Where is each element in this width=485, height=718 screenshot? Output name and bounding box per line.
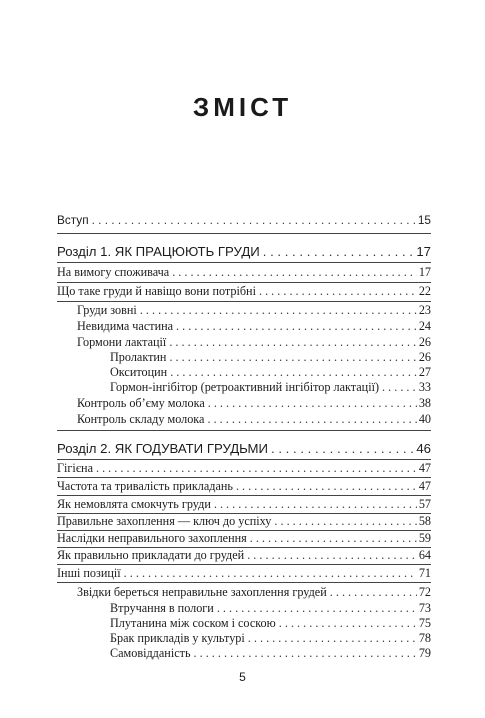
toc-entry-label: Гормон-інгібітор (ретроактивний інгібітор лактації)	[110, 380, 380, 394]
dot-leader	[92, 213, 416, 228]
toc-entry[interactable]	[77, 396, 431, 411]
toc-page-number: 79	[418, 646, 431, 660]
toc-entry[interactable]	[57, 265, 431, 280]
dot-leader	[236, 479, 417, 494]
toc-entry-label: Як немовлята смокчуть груди	[57, 497, 211, 511]
dot-leader	[96, 461, 417, 476]
toc-entry-label: Контроль складу молока	[77, 412, 205, 426]
toc-entry-label: Як правильно прикладати до грудей	[57, 548, 245, 562]
toc-entry[interactable]	[57, 497, 431, 512]
toc-entry[interactable]	[110, 380, 431, 395]
dot-leader	[247, 548, 417, 563]
toc-entry-label: Контроль об’єму молока	[77, 396, 205, 410]
toc-entry[interactable]	[110, 365, 431, 380]
toc-page-number: 71	[418, 566, 431, 580]
toc-entry-label: Що таке груди й навіщо вони потрібні	[57, 284, 256, 298]
toc-entry[interactable]	[57, 548, 431, 563]
toc-page-number: 57	[418, 497, 431, 511]
toc-entry-label: Вступ	[57, 213, 89, 227]
toc-entry-label: Пролактин	[110, 350, 167, 364]
toc-entry-label: На вимогу споживача	[57, 265, 170, 279]
toc-page-number: 47	[418, 461, 431, 475]
toc-page-number: 26	[418, 350, 431, 364]
dot-leader	[176, 319, 417, 334]
toc-page-number: 58	[418, 514, 431, 528]
dot-leader	[169, 335, 417, 350]
dot-leader	[263, 243, 415, 260]
toc-entry[interactable]	[77, 412, 431, 427]
dot-leader	[382, 380, 417, 395]
toc-entry[interactable]	[110, 616, 431, 631]
toc-entry-label: Правильне захоплення — ключ до успіху	[57, 514, 272, 528]
dot-leader	[124, 566, 417, 581]
dot-leader	[170, 365, 417, 380]
toc-page-number: 75	[418, 616, 431, 630]
toc-page-number: 33	[418, 380, 431, 394]
toc-entry-label: Частота та тривалість прикладань	[57, 479, 233, 493]
dot-leader	[330, 585, 417, 600]
divider	[57, 459, 431, 460]
toc-page-number: 22	[418, 284, 431, 298]
toc-page-number: 38	[418, 396, 431, 410]
toc-page-number: 73	[418, 601, 431, 615]
dot-leader	[217, 601, 417, 616]
toc-entry[interactable]	[57, 284, 431, 299]
toc-entry-label: Окситоцин	[110, 365, 168, 379]
toc-entry-label: Самовідданість	[110, 646, 191, 660]
toc-chapter-1[interactable]	[57, 243, 431, 260]
toc-entry[interactable]	[57, 479, 431, 494]
toc-entry[interactable]	[110, 601, 431, 616]
dot-leader	[279, 616, 417, 631]
dot-leader	[140, 303, 417, 318]
toc-page-number: 27	[418, 365, 431, 379]
toc-entry[interactable]	[57, 531, 431, 546]
toc-entry-label: Звідки береться неправильне захоплення грудей	[77, 585, 327, 599]
toc-entry[interactable]	[77, 335, 431, 350]
toc-chapter-2[interactable]	[57, 440, 431, 457]
toc-entry[interactable]	[57, 461, 431, 476]
toc-page-number: 40	[418, 412, 431, 426]
toc-page-number: 64	[418, 548, 431, 562]
divider	[57, 564, 431, 565]
toc-page-number: 47	[418, 479, 431, 493]
dot-leader	[169, 350, 416, 365]
divider	[57, 495, 431, 496]
dot-leader	[214, 497, 417, 512]
toc-entry[interactable]	[57, 566, 431, 581]
toc-entry-label: Груди зовні	[77, 303, 137, 317]
dot-leader	[250, 531, 417, 546]
toc-entry[interactable]	[77, 585, 431, 600]
toc-entry-label: Втручання в пологи	[110, 601, 214, 615]
dot-leader	[207, 412, 416, 427]
toc-page-number: 24	[418, 319, 431, 333]
toc-page-number: 59	[418, 531, 431, 545]
dot-leader	[208, 396, 417, 411]
toc-entry[interactable]	[57, 514, 431, 529]
toc-entry-intro[interactable]	[57, 213, 431, 228]
toc-entry-label: Брак прикладів у культурі	[110, 631, 245, 645]
toc-page-number: 26	[418, 335, 431, 349]
divider	[57, 262, 431, 263]
toc-page-number: 17	[416, 244, 431, 259]
dot-leader	[271, 440, 414, 457]
toc-entry[interactable]	[77, 319, 431, 334]
dot-leader	[259, 284, 417, 299]
toc-entry-label: Плутанина між соском і соскою	[110, 616, 276, 630]
toc-entry-label: Наслідки неправильного захоплення	[57, 531, 247, 545]
divider	[57, 233, 431, 234]
page-title: ЗМІСТ	[192, 92, 293, 122]
divider	[57, 301, 431, 302]
toc-entry[interactable]	[110, 631, 431, 646]
divider	[57, 582, 431, 583]
page-number: 5	[239, 670, 246, 684]
divider	[57, 477, 431, 478]
dot-leader	[194, 646, 417, 661]
toc-page-number: 78	[418, 631, 431, 645]
toc-entry[interactable]	[110, 646, 431, 661]
toc-entry-label: Гігієна	[57, 461, 93, 475]
dot-leader	[274, 514, 416, 529]
dot-leader	[172, 265, 417, 280]
toc-page-number: 72	[418, 585, 431, 599]
toc-entry-label: Інші позиції	[57, 566, 121, 580]
toc-entry[interactable]	[110, 350, 431, 365]
dot-leader	[248, 631, 417, 646]
toc-entry-label: Гормони лактації	[77, 335, 167, 349]
toc-page-number: 15	[417, 213, 431, 227]
divider	[57, 282, 431, 283]
toc-chapter-title: Розділ 2. ЯК ГОДУВАТИ ГРУДЬМИ	[57, 441, 269, 456]
toc-page-number: 17	[418, 265, 431, 279]
divider	[57, 430, 431, 431]
toc-page-number: 46	[416, 441, 431, 456]
toc-entry[interactable]	[77, 303, 431, 318]
toc-entry-label: Невидима частина	[77, 319, 174, 333]
toc-chapter-title: Розділ 1. ЯК ПРАЦЮЮТЬ ГРУДИ	[57, 244, 260, 259]
toc-page-number: 23	[418, 303, 431, 317]
